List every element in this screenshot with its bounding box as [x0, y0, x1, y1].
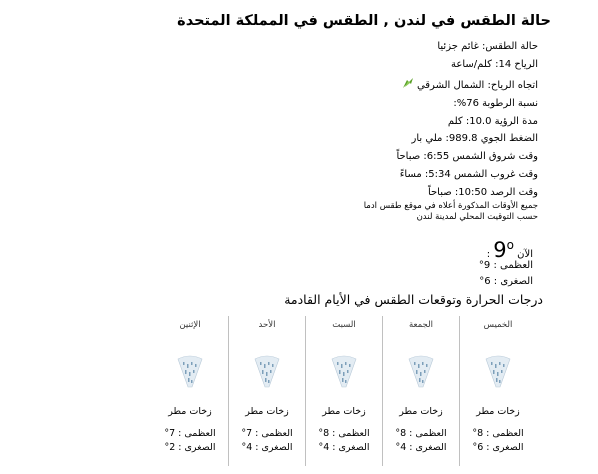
day-low: الصغرى : 4° — [241, 442, 293, 453]
weather-details — [158, 38, 538, 223]
forecast-day — [382, 316, 459, 466]
visibility-text: مدة الرؤية 10.0: كلم — [447, 115, 538, 127]
rain-showers-icon — [329, 353, 359, 391]
day-low: الصغرى : 6° — [472, 442, 524, 453]
wind-direction-row — [158, 77, 538, 95]
current-conditions — [283, 232, 533, 290]
rain-showers-icon — [483, 353, 513, 391]
forecast-day — [152, 316, 228, 466]
page-title: حالة الطقس في لندن , الطقس في المملكة المتحدة — [177, 13, 551, 29]
wind-text: الرياح 14: كلم/ساعة — [451, 58, 538, 70]
day-condition: زخات مطر — [399, 406, 443, 417]
forecast-strip — [80, 316, 536, 466]
day-name: الأحد — [258, 320, 276, 330]
now-label: الآن — [517, 249, 533, 260]
day-high: العظمى : 7° — [241, 428, 293, 439]
day-name: السبت — [332, 320, 356, 330]
day-low: الصغرى : 2° — [164, 442, 216, 453]
degree-sign: o — [506, 238, 514, 252]
day-low: الصغرى : 4° — [395, 442, 447, 453]
timezone-note-line2: حسب التوقيت المحلي لمدينة لندن — [416, 212, 538, 223]
today-low: الصغرى : 6° — [479, 276, 533, 287]
forecast-day — [459, 316, 536, 466]
day-condition: زخات مطر — [322, 406, 366, 417]
day-name: الإثنين — [179, 320, 201, 330]
day-name: الخميس — [483, 320, 513, 330]
current-temp-row: الآن 9o : — [486, 238, 533, 262]
day-condition: زخات مطر — [476, 406, 520, 417]
rain-showers-icon — [175, 353, 205, 391]
day-high: العظمى : 8° — [395, 428, 447, 439]
condition-text: حالة الطقس: غائم جزئيا — [437, 41, 538, 52]
pressure-text: الضغط الجوي 989.8: ملي بار — [411, 133, 538, 145]
sunset-text: وقت غروب الشمس 5:34: مساءً — [399, 168, 538, 180]
day-condition: زخات مطر — [245, 406, 289, 417]
forecast-day — [228, 316, 305, 466]
rain-showers-icon — [252, 353, 282, 391]
humidity-text: نسبة الرطوبة 76%: — [453, 98, 538, 110]
day-name: الجمعة — [408, 320, 433, 330]
today-high: العظمى : 9° — [478, 260, 533, 271]
forecast-title: درجات الحرارة وتوقعات الطقس في الأيام القادمة — [284, 292, 543, 307]
day-high: العظمى : 8° — [472, 428, 524, 439]
observation-time-text: وقت الرصد 10:50: صباحاً — [427, 186, 538, 198]
forecast-day — [305, 316, 382, 466]
wind-direction-text: اتجاه الرياح: الشمال الشرقي — [416, 80, 538, 92]
rain-showers-icon — [406, 353, 436, 391]
wind-direction-arrow-icon — [402, 77, 414, 89]
day-high: العظمى : 7° — [164, 428, 216, 439]
sunrise-text: وقت شروق الشمس 6:55: صباحاً — [396, 151, 538, 163]
day-high: العظمى : 8° — [318, 428, 370, 439]
day-low: الصغرى : 4° — [318, 442, 370, 453]
current-temp: 9 — [493, 238, 507, 262]
day-condition: زخات مطر — [168, 406, 212, 417]
timezone-note-line1: جميع الأوقات المذكورة أعلاه في موقع طقس ادما — [363, 201, 538, 212]
